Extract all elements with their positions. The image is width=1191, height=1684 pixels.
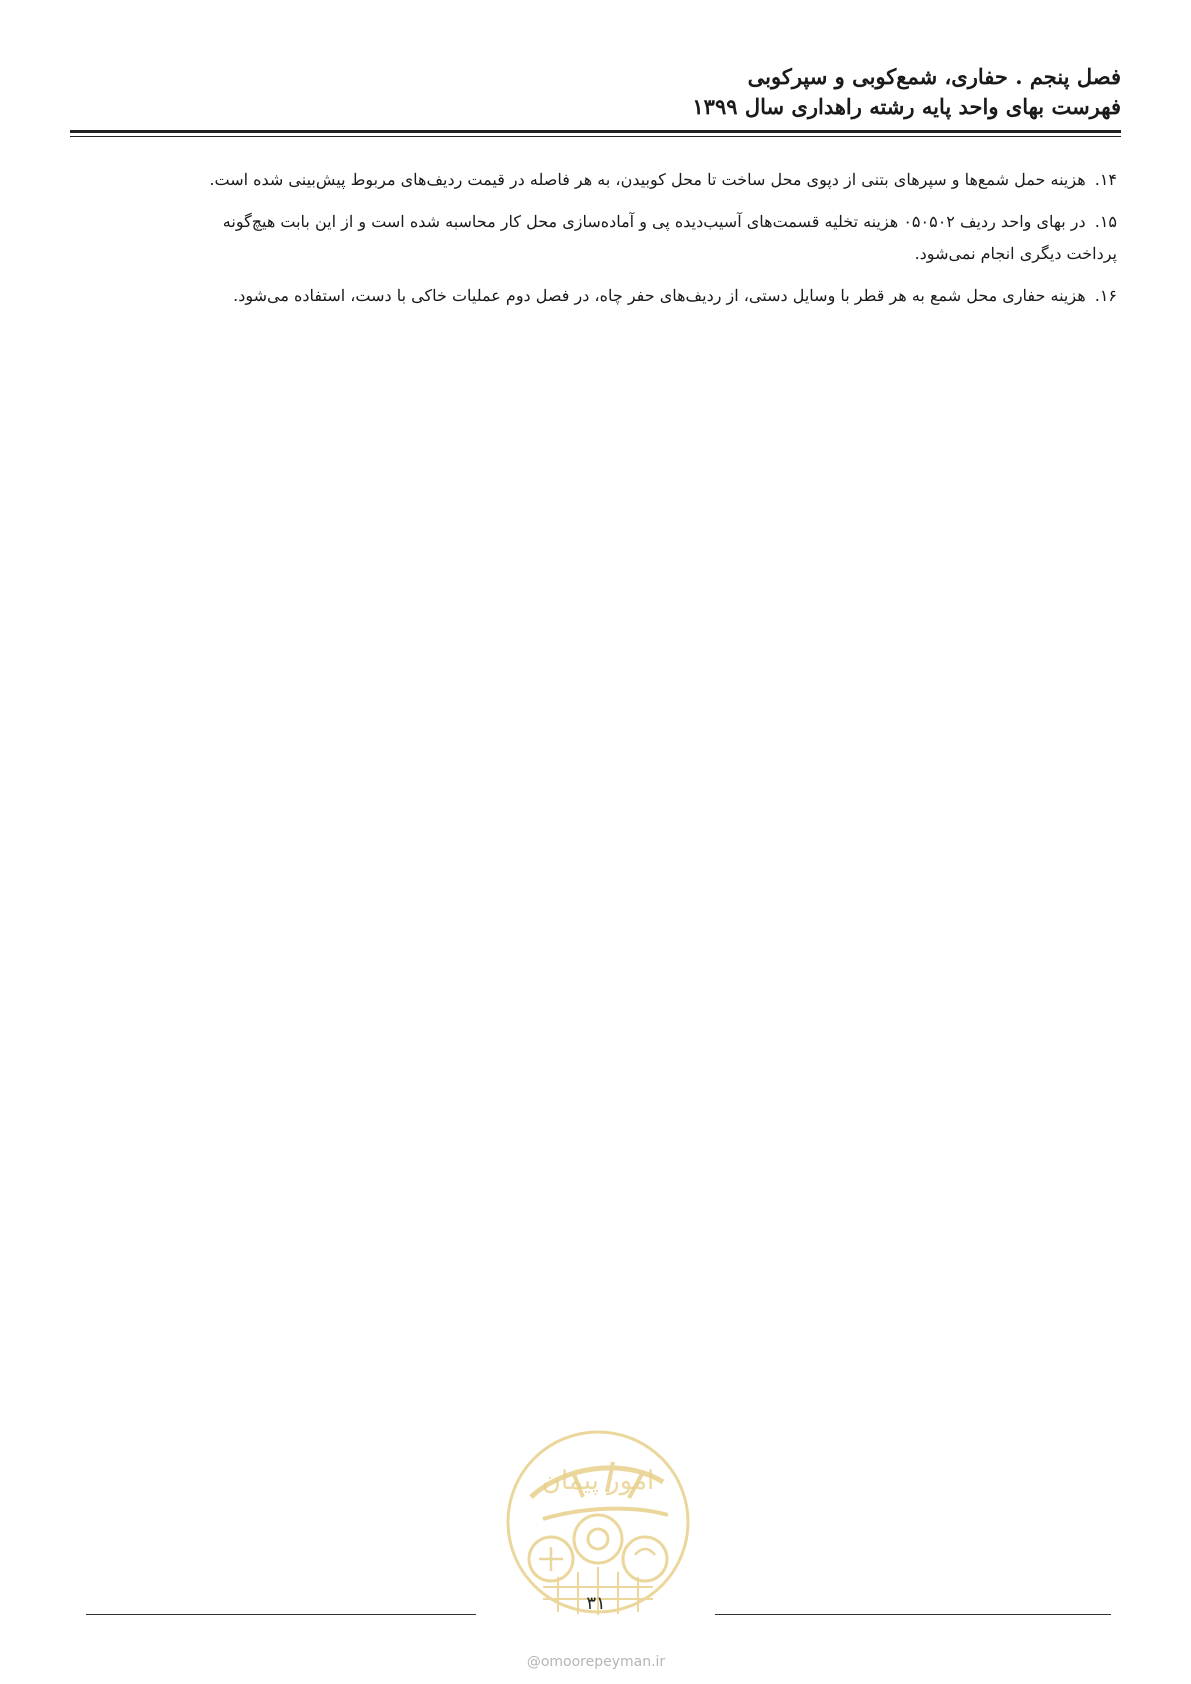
note-text-continuation: پرداخت دیگری انجام نمی‌شود.: [914, 244, 1117, 263]
header-rule-thick: [70, 130, 1121, 133]
note-number: ۱۴.: [1094, 170, 1117, 189]
note-item: [77, 164, 1117, 196]
note-number: ۱۶.: [1094, 286, 1117, 305]
watermark-brand-text: امور پیمان: [541, 1466, 655, 1496]
header-rule-thin: [70, 136, 1121, 137]
footer-website: @omoorepeyman.ir: [526, 1654, 666, 1670]
page-header: [70, 62, 1121, 122]
watermark-logo-icon: [503, 1427, 693, 1617]
footer-rule-right: [715, 1614, 1111, 1615]
chapter-title: فصل پنجم . حفاری، شمع‌کوبی و سپرکوبی: [747, 64, 1121, 89]
price-list-title: فهرست بهای واحد پایه رشته راهداری سال ۱۳۹۹: [692, 94, 1121, 119]
notes-list: [77, 164, 1117, 322]
note-text: در بهای واحد ردیف ۰۵۰۵۰۲ هزینه تخلیه قسمت‌های آسیب‌دیده پی و آماده‌سازی محل کار محاسبه شده است و از این بابت هیچ‌گونه: [222, 212, 1086, 231]
note-text: هزینه حمل شمع‌ها و سپرهای بتنی از دپوی محل ساخت تا محل کوبیدن، به هر فاصله در قیمت ردیف‌های مربوط پیش‌بینی شده است.: [209, 170, 1086, 189]
note-item: [77, 280, 1117, 312]
page-number: ۳۱: [586, 1593, 606, 1614]
note-number: ۱۵.: [1094, 212, 1117, 231]
note-text: هزینه حفاری محل شمع به هر قطر با وسایل دستی، از ردیف‌های حفر چاه، در فصل دوم عملیات خاکی با دست، استفاده می‌شود.: [233, 286, 1086, 305]
note-item: [77, 206, 1117, 270]
footer-rule-left: [86, 1614, 476, 1615]
